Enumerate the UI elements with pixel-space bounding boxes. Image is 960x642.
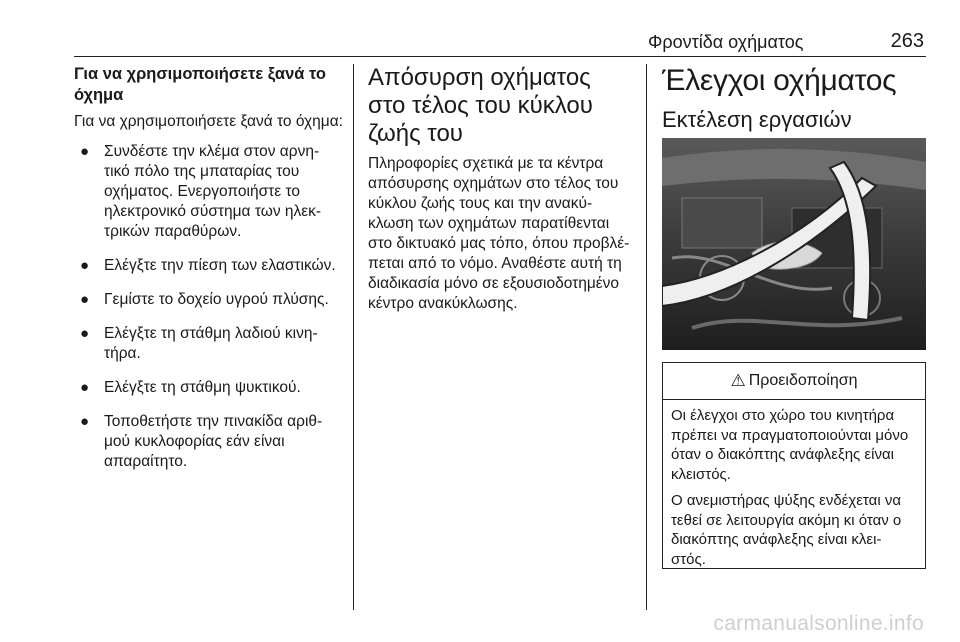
end-of-life-body: Πληροφορίες σχετικά με τα κέντρα απόσυρσης οχημάτων στο τέλος του κύκλου ζωής τους και την ανακύ‐ κλωση των οχημάτων παρατίθενται στο δικτυακό μας τόπο, όπου προβλέ‐ πεται από το νόμο. Αναθέστε αυτή τη διαδικασία μόνο σε εξουσιοδοτημένο κέντρο ανακύκλωσης. bbox=[368, 155, 630, 312]
column-divider-1 bbox=[353, 64, 354, 610]
bullet-icon: ● bbox=[80, 379, 90, 396]
column-reuse-vehicle bbox=[74, 64, 346, 486]
warning-box bbox=[662, 362, 926, 569]
bullet-icon: ● bbox=[80, 257, 90, 274]
list-item bbox=[74, 256, 346, 276]
list-item-text: Ελέγξτε τη στάθμη λαδιού κινη‐ τήρα. bbox=[104, 325, 318, 362]
reuse-intro: Για να χρησιμοποιήσετε ξανά το όχημα: bbox=[74, 113, 343, 130]
warning-paragraph: Ο ανεμιστήρας ψύξης ενδέχεται να τεθεί σε λειτουργία ακόμη κι όταν ο διακόπτης ανάφλεξης είναι κλει‐ στός. bbox=[671, 492, 902, 568]
end-of-life-heading: Απόσυρση οχήματος στο τέλος του κύκλου ζωής του bbox=[368, 64, 593, 147]
watermark-text: carmanualsonline.info bbox=[713, 612, 924, 635]
column-end-of-life bbox=[368, 64, 632, 324]
header-rule bbox=[74, 56, 926, 57]
column-divider-2 bbox=[646, 64, 647, 610]
list-item-text: Ελέγξτε την πίεση των ελαστικών. bbox=[104, 257, 336, 274]
engine-bay-illustration bbox=[662, 138, 926, 350]
warning-paragraph: Οι έλεγχοι στο χώρο του κινητήρα πρέπει να πραγματοποιούνται μόνο όταν ο διακόπτης ανάφλεξης είναι κλειστός. bbox=[671, 407, 909, 483]
list-item bbox=[74, 378, 346, 398]
vehicle-checks-heading: Έλεγχοι οχήματος bbox=[662, 64, 897, 97]
list-item-text: Γεμίστε το δοχείο υγρού πλύσης. bbox=[104, 291, 329, 308]
list-item bbox=[74, 412, 346, 472]
perform-work-subheading: Εκτέλεση εργασιών bbox=[662, 107, 852, 132]
warning-title: Προειδοποίηση bbox=[748, 372, 858, 389]
column-vehicle-checks bbox=[662, 64, 926, 134]
reuse-subheading: Για να χρησιμοποιήσετε ξανά το όχημα bbox=[74, 65, 326, 104]
bullet-icon: ● bbox=[80, 291, 90, 308]
running-header-title: Φροντίδα οχήματος bbox=[648, 32, 804, 52]
page-number: 263 bbox=[890, 30, 924, 52]
list-item bbox=[74, 142, 346, 242]
bullet-icon: ● bbox=[80, 143, 90, 160]
bullet-icon: ● bbox=[80, 413, 90, 430]
warning-body bbox=[663, 400, 925, 569]
list-item bbox=[74, 290, 346, 310]
list-item-text: Τοποθετήστε την πινακίδα αριθ‐ μού κυκλοφορίας εάν είναι απαραίτητο. bbox=[104, 413, 323, 470]
list-item bbox=[74, 324, 346, 364]
bullet-icon: ● bbox=[80, 325, 90, 342]
warning-triangle-icon: ⚠ bbox=[730, 371, 746, 390]
list-item-text: Συνδέστε την κλέμα στον αρνη‐ τικό πόλο της μπαταρίας του οχήματος. Ενεργοποιήστε το ηλεκτρονικό σύστημα των ηλεκ‐ τρικών παραθύρων. bbox=[104, 143, 322, 240]
warning-header bbox=[663, 363, 925, 400]
list-item-text: Ελέγξτε τη στάθμη ψυκτικού. bbox=[104, 379, 301, 396]
reuse-checklist bbox=[74, 142, 346, 472]
engine-bay-photo bbox=[662, 138, 926, 350]
